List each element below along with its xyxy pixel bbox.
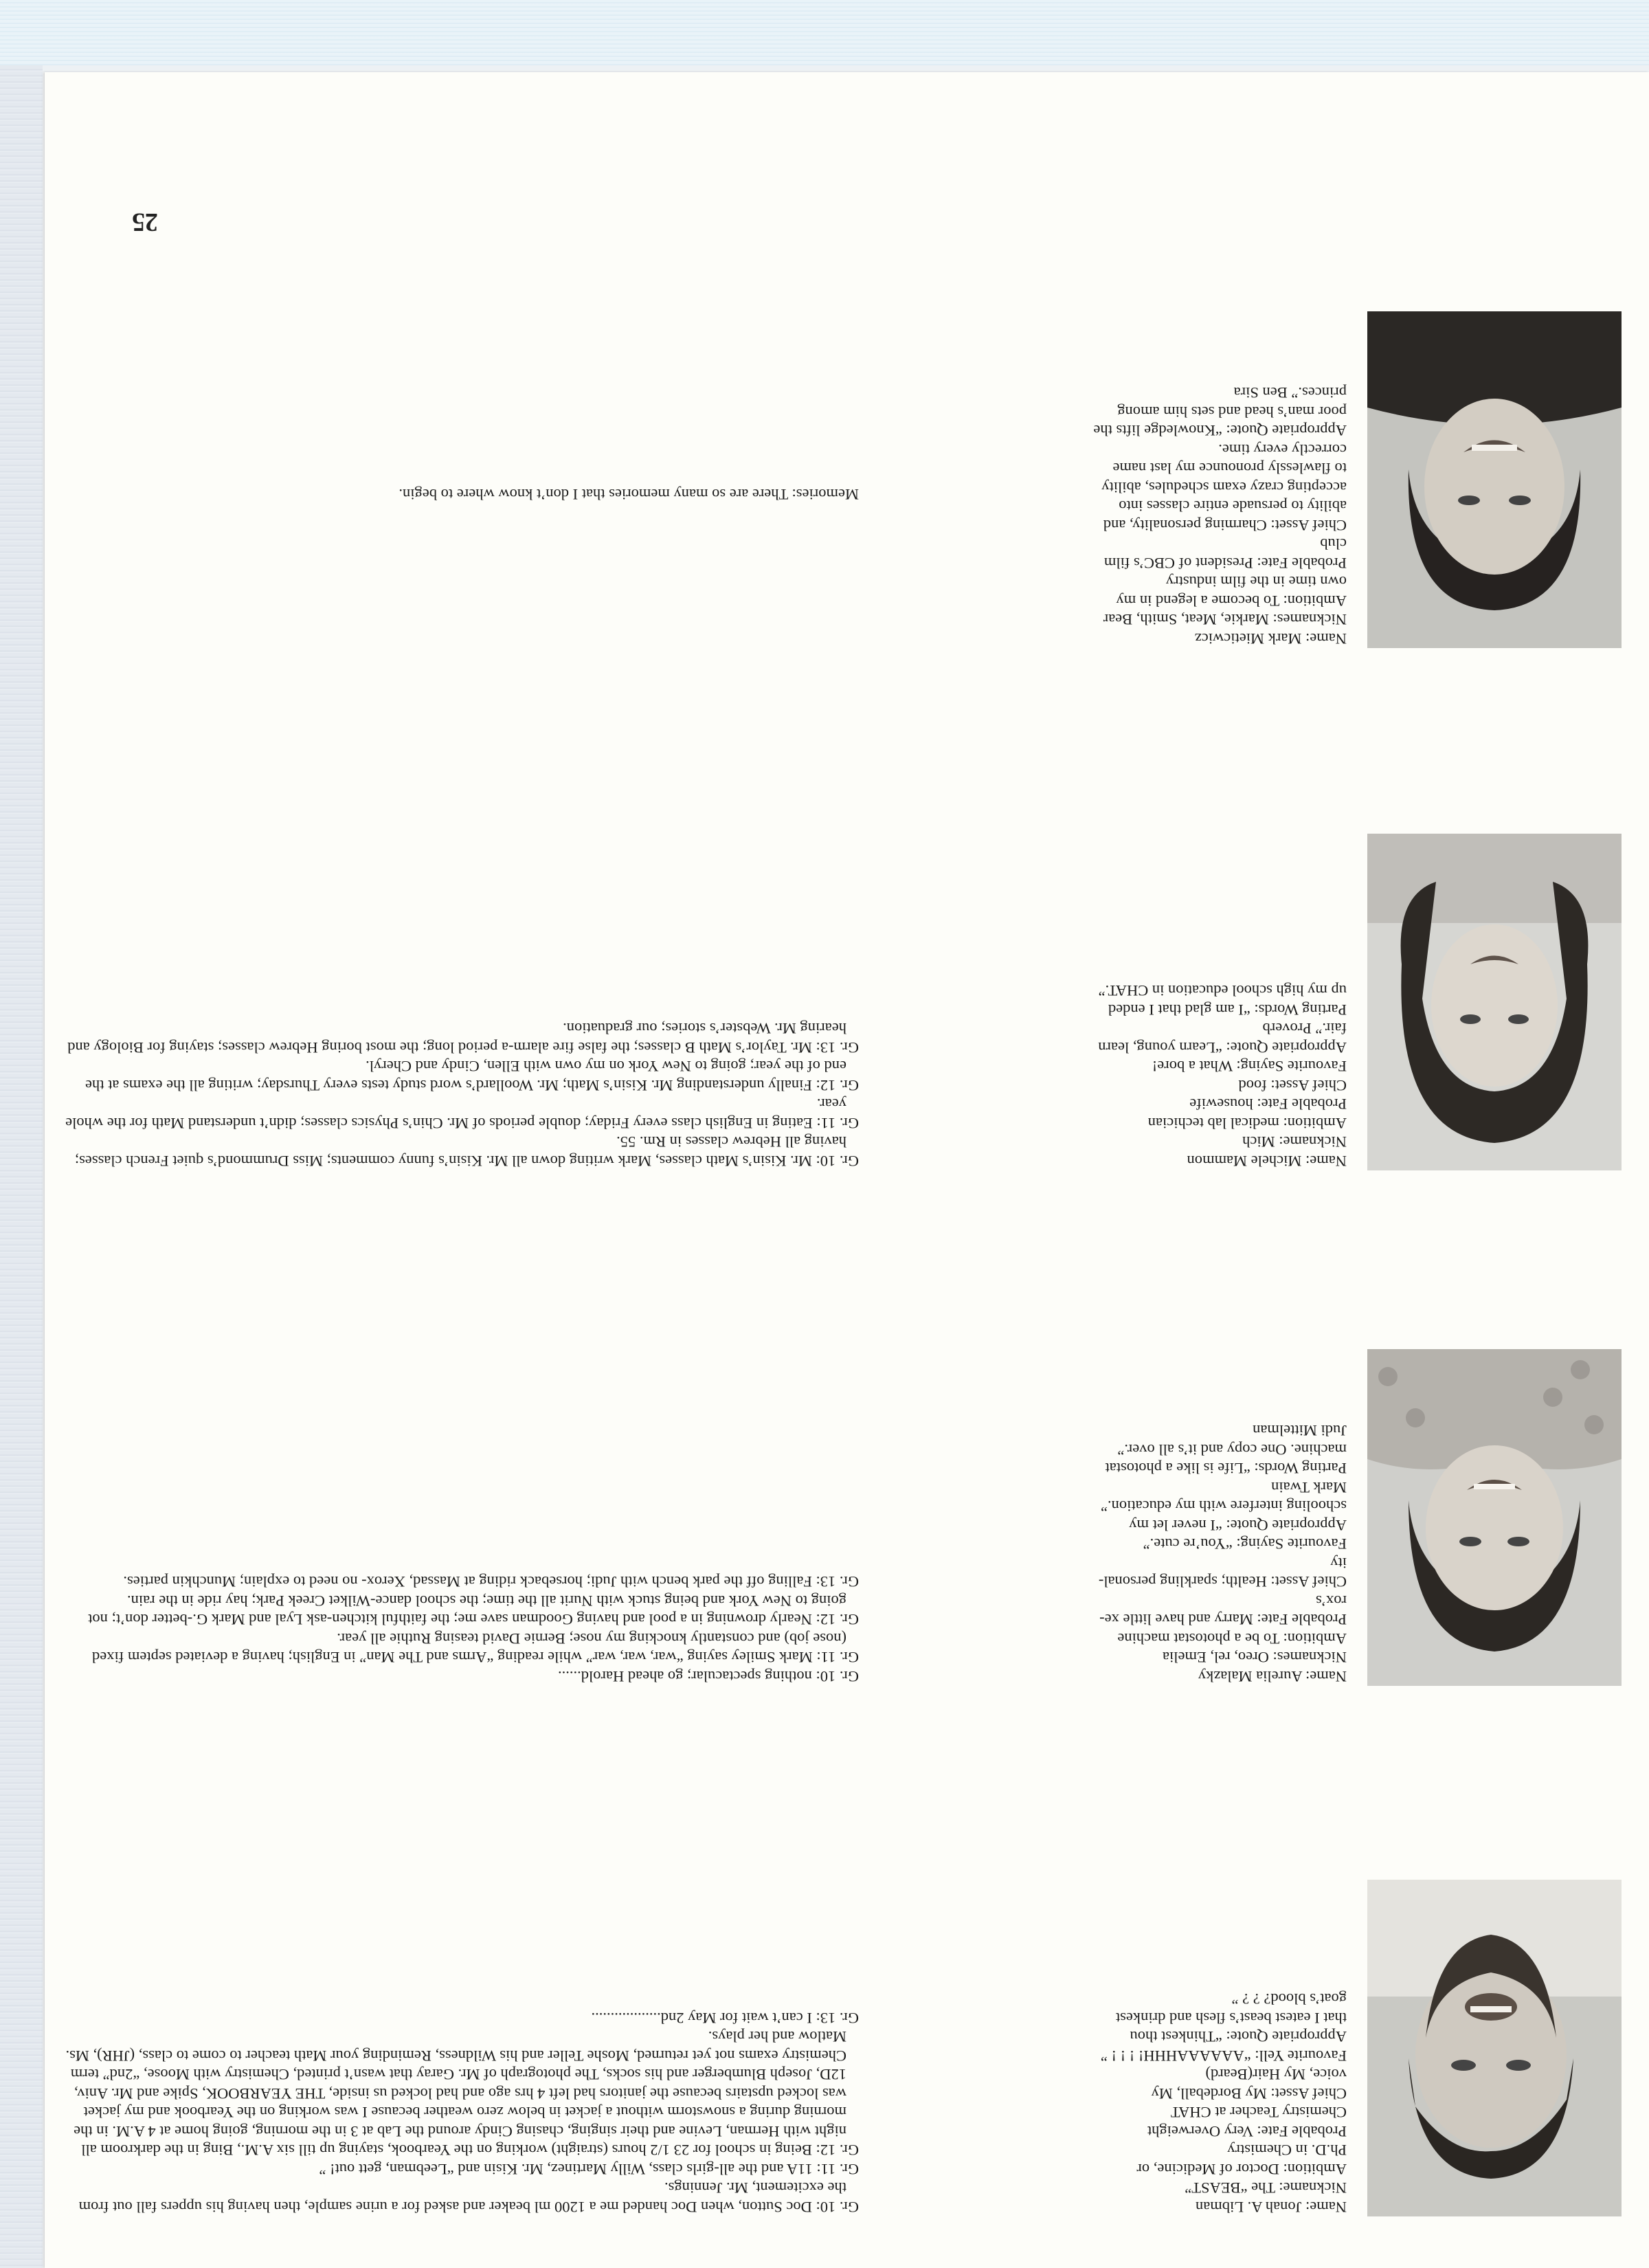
- bio-line: Favourite Yell: “AAAAAAHHH! ! ! ! ”: [1100, 2047, 1347, 2065]
- bio-line: Chief Asset: Charming personality, and: [1103, 517, 1347, 534]
- bio-line: fair.” Proverb: [1262, 1020, 1347, 1038]
- bio-line: Judi Mittelman: [1253, 1422, 1347, 1440]
- student-bio: [976, 1421, 1347, 1686]
- bio-line: Probable Fate: President of CBC’s film: [1103, 555, 1347, 572]
- bio-line: Appropriate Quote: “Thinkest thou: [1130, 2028, 1347, 2046]
- bio-line: princes.” Ben Sira: [1233, 384, 1347, 402]
- student-photo: [1367, 834, 1622, 1170]
- memory-paragraph: Gr. 11: Mark Smiley saying “war, war, war” while reading “Arms and The Man” in English; having a deviated septem fixed (nose job) and constantly knocking my nose; Bernie David teasing Ruthie all year.: [91, 1630, 859, 1667]
- bio-line: Favourite Saying: “You’re cute.”: [1143, 1535, 1347, 1553]
- bio-line: Appropriate Quote: “Knowledge lifts the: [1093, 422, 1347, 440]
- bio-line: ability to persuade entire classes into: [1119, 498, 1347, 515]
- bio-line: Probable Fate: Very Overweight: [1147, 2123, 1347, 2140]
- student-name: Name: Jonah A. Libman: [1196, 2199, 1347, 2216]
- bio-line: machine. One copy and it’s all over.”: [1117, 1441, 1347, 1458]
- bio-line: Chief Asset: My Bordeball, My: [1151, 2085, 1347, 2102]
- bio-line: Nickname: Mich: [1242, 1133, 1347, 1151]
- bio-line: that I eatest beast’s flesh and drinkest: [1115, 2010, 1347, 2027]
- bio-line: Probable Fate: housewife: [1189, 1096, 1347, 1113]
- bio-line: to flawlessly pronounce my last name: [1112, 460, 1347, 478]
- page-content-rotated: [45, 72, 1649, 2268]
- bio-line: Nicknames: Oreo, rel, Emelia: [1162, 1649, 1347, 1667]
- bio-line: schooling interfere with my education.”: [1100, 1498, 1347, 1515]
- memory-paragraph: Gr. 12: Being in school for 23 1/2 hours (straight) working on the Yearbook, staying up till six A.M., Bing in the darkroom all night with Herman, Levine and their singing, chasing Cindy around the Lab at 3 in the morning, going home at 4 A.M. in the morning during a snowstorm without a jacket in below zero weather because I was working on the Yearbook and my jacket was locked upstairs because the janitors had left 4 hrs ago and had locked us inside, THE YEARBOOK, Spike and Mr. Aniv, 12D, Joseph Blumberger and his socks, The photograph of Mr. Garay that wasn’t printed, Chemistry with Moose, “2nd” term Chemistry exams not yet returned, Moshe Teller and his Wildness, Reminding your Math teacher to come to class, (JHR), Ms. Matlow and her plays.: [65, 2028, 859, 2159]
- student-bio: [976, 981, 1347, 1170]
- bio-line: poor man’s head and sets him among: [1117, 403, 1347, 421]
- bio-line: own time in the film industry: [1165, 573, 1347, 591]
- bio-line: correctly every time.: [1218, 441, 1347, 458]
- memory-paragraph: Gr. 11: Eating in English class every Friday; double periods of Mr. Chin’s Physics classes; didn’t understand Math for the whole year.: [65, 1096, 859, 1132]
- bio-line: accepting crazy exam schedules, ability: [1101, 479, 1347, 496]
- memory-paragraph: Gr. 10: Doc Sutton, when Doc handed me a 1200 ml beaker and asked for a urine sample, then having his uppers fall out from the excitement, Mr. Jennings.: [78, 2179, 859, 2216]
- page-number: 25: [132, 208, 158, 236]
- student-entry: [41, 0, 1622, 648]
- bio-line: Chief Asset: food: [1238, 1077, 1347, 1094]
- memories-block: [62, 485, 859, 504]
- memories-block: [62, 1019, 859, 1170]
- bio-line: Appropriate Quote: “Learn young, learn: [1098, 1039, 1347, 1056]
- student-name: Name: Michele Mammon: [1187, 1153, 1347, 1170]
- bio-line: up my high school education in CHAT.”: [1098, 982, 1347, 1000]
- student-bio: [976, 383, 1347, 648]
- bio-line: Ambition: To be a photostat machine: [1117, 1630, 1347, 1647]
- student-name: Name: Mark Mieticwicz: [1194, 630, 1347, 647]
- memory-paragraph: Gr. 12: Finally understanding Mr. Kisin’s Math; Mr. Woollard’s word study tests every Thursday; writing all the exams at the end of the year; going to New York on my own with Ellen, Cindy and Cheryl.: [85, 1058, 859, 1094]
- memory-paragraph: Gr. 12: Nearly drowning in a pool and having Goodman save me; the faithful kitchen-ask Lyal and Mark G.-better don’t; not going to New York and being stuck with Nurit all the time; the school dance-Wilket Creek Park; hay ride in the rain.: [88, 1592, 859, 1629]
- bio-line: Ph.D. in Chemistry: [1227, 2142, 1347, 2159]
- memory-paragraph: Gr. 13: I can’t wait for May 2nd..................: [591, 2010, 859, 2027]
- student-name: Name: Aurelia Malazky: [1198, 1668, 1347, 1685]
- bio-line: Favourite Saying: What a bore!: [1152, 1058, 1347, 1076]
- memory-paragraph: Gr. 10: Mr. Kisin’s Math classes, Mark writing down all Mr. Kisin’s funny comments; Miss Drummond’s quiet French classes; having all Hebrew classes in Rm. 55.: [74, 1133, 859, 1170]
- scan-edge: [0, 65, 43, 2268]
- bio-line: Parting Words: “I am glad that I ended: [1108, 1001, 1347, 1019]
- student-photo: [1367, 1880, 1622, 2216]
- yearbook-page: [45, 72, 1649, 2268]
- bio-line: Parting Words: “Life is like a photostat: [1105, 1460, 1347, 1478]
- bio-line: Chief Asset: Health; sparkling personal-: [1098, 1573, 1347, 1591]
- bio-line: Ambition: medical lab techician: [1147, 1115, 1347, 1132]
- bio-line: goat’s blood? ? ? ”: [1231, 1990, 1347, 2008]
- memories-block: [62, 2009, 859, 2217]
- student-bio: [976, 1990, 1347, 2216]
- bio-line: club: [1320, 535, 1347, 553]
- memory-paragraph: Gr. 10: nothing spectacular; go ahead Harold......: [557, 1668, 859, 1685]
- bio-line: Appropriate Quote: “I never let my: [1129, 1517, 1347, 1534]
- bio-line: Chemistry Teacher at CHAT: [1170, 2104, 1347, 2122]
- memory-paragraph: Gr. 13: Falling off the park bench with Judi; horseback riding at Massad, Xerox- no need to explain; Munchkin parties.: [123, 1573, 859, 1591]
- bio-line: Nickname: The “BEAST”: [1185, 2179, 1347, 2197]
- bio-line: Mark Twain: [1271, 1479, 1347, 1496]
- memories-block: [62, 1572, 859, 1686]
- student-photo: [1367, 1349, 1622, 1686]
- bio-line: rox’s: [1316, 1592, 1347, 1610]
- bio-line: Ambition: To become a legend in my: [1116, 592, 1347, 610]
- memory-paragraph: Gr. 11: 11A and the all-girls class, Willy Martinez, Mr. Kisin and “Leebman, gett out! ”: [319, 2161, 859, 2178]
- student-photo: [1367, 311, 1622, 648]
- bio-line: ity: [1330, 1555, 1347, 1572]
- bio-line: voice, My Hair(Beard): [1205, 2066, 1347, 2084]
- bio-line: Ambition: Doctor of Medicine, or: [1136, 2161, 1347, 2178]
- memory-paragraph: Gr. 13: Mr. Taylor’s Math B classes; the false fire alarm-a period long; the most boring Hebrew classes; staying for Biology and hearing Mr. Webster’s stories; our graduation.: [67, 1020, 859, 1056]
- memory-paragraph: Memories: There are so many memories that I don’t know where to begin.: [399, 486, 859, 503]
- bio-line: Probable Fate: Marry and have little xe-: [1099, 1611, 1347, 1629]
- bio-line: Nicknames: Markie, Meat, Smith, Bear: [1103, 611, 1347, 629]
